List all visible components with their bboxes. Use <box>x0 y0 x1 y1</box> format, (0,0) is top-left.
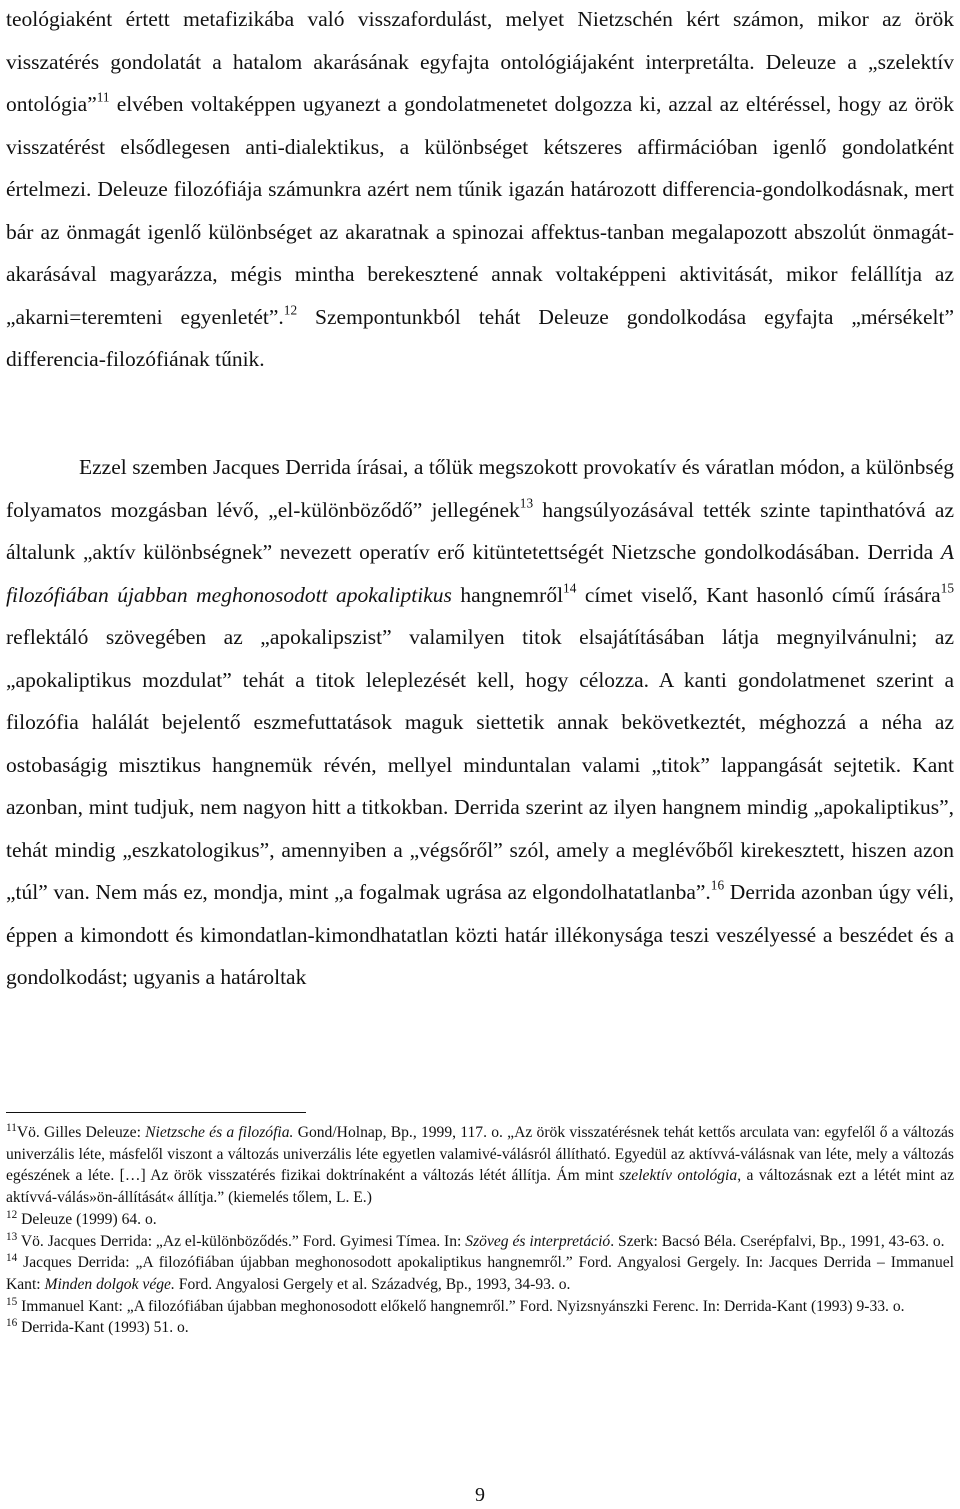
footnote-ref-15[interactable]: 15 <box>940 580 954 596</box>
text-run: hangnemről <box>451 582 564 607</box>
footnote-number: 13 <box>6 1230 18 1243</box>
text-run: hangsúlyozásával tették szinte tapinthatóvá az általunk „aktív különbségnek” nevezett operatív erő kitüntetettségét Nietzsche gondolkodásában. Derrida <box>6 497 955 564</box>
footnote-15 <box>6 1296 954 1318</box>
text-run: . Szerk: Bacsó Béla. Cserépfalvi, Bp., 1991, 43-63. o. <box>610 1232 945 1250</box>
footnote-number: 16 <box>6 1317 18 1330</box>
footnotes <box>6 1122 954 1339</box>
text-run: reflektáló szövegében az „apokalipszist” valamilyen titok elsajátításában látja megnyilvánulni; az „apokaliptikus mozdulat” tehát a titok leleplezését kell, hogy célozza. A kanti gondolatmenet szerint a filozófia halálát bejelentő eszmefuttatások maguk siettetik annak bekövetkeztét, méghozzá a néha az ostobaságig misztikus hangnemük révén, mellyel minduntalan valami „titok” lappangását sejtetik. Kant azonban, mint tudjuk, nem nagyon hitt a titkokban. Derrida szerint az ilyen hangnem mindig „apokaliptikus”, tehát mindig „eszkatologikus”, amennyiben a „végsőről” szól, amely a meglévőből kirekesztett, hiszen azon „túl” van. Nem más ez, mondja, mint „a fogalmak ugrása az elgondolhatatlanba”. <box>6 625 954 904</box>
footnote-16 <box>6 1317 954 1339</box>
text-run: Vö. Jacques Derrida: „Az el-különböződés.” Ford. Gyimesi Tímea. In: <box>17 1232 466 1250</box>
text-run: Derrida azonban úgy véli, éppen a kimondott és kimondatlan-kimondhatatlan közti határ illékonysága teszi veszélyessé a beszédet és a gondolkodást; ugyanis a határoltak <box>6 880 954 989</box>
footnote-ref-16[interactable]: 16 <box>710 877 725 893</box>
text-run: címet viselő, Kant hasonló című írására <box>576 582 941 607</box>
footnote-11 <box>6 1122 954 1209</box>
work-title: Szöveg és interpretáció <box>465 1232 611 1250</box>
text-run: Deleuze (1999) 64. o. <box>17 1210 157 1228</box>
page-number: 9 <box>475 1484 485 1506</box>
work-title: Nietzsche és a filozófia. <box>145 1124 294 1141</box>
footnote-ref-13[interactable]: 13 <box>519 495 534 511</box>
footnote-number: 12 <box>6 1208 18 1221</box>
text-run: Gond/Holnap, Bp., 1999, 117. o. „Az örök visszatérésnek tehát kettős arculata van: egyfelől ő a változás univerzális léte, másfelől viszont a változás univerzális léte egyetlen valamivé-válásról állítható. Egyedül az aktívvá-válásnak van léte, mely a változás egészének a léte. […] Az örök visszatérés fizikai doktrínaként a változás létét állítja. Ám mint <box>6 1124 954 1185</box>
text-run: , a változásnak ezt a létét mint az aktívvá-válás»ön-állítását« állítja.” (kiemelés tőlem, L. E.) <box>6 1167 954 1207</box>
footnote-separator <box>6 1112 306 1113</box>
body-paragraph-2 <box>6 446 954 999</box>
emphasis: szelektív ontológia <box>619 1167 738 1185</box>
footnote-12 <box>6 1209 954 1231</box>
body-paragraph-1 <box>6 0 954 381</box>
text-run: Jacques Derrida: „A filozófiában újabban meghonosodott apokaliptikus hangnemről.” Ford. Angyalosi Gergely. In: Jacques Derrida – Immanuel Kant: <box>6 1254 954 1293</box>
footnote-ref-12[interactable]: 12 <box>283 302 298 318</box>
text-run: Szempontunkból tehát Deleuze gondolkodása egyfajta „mérsékelt” differencia-filozófiának tűnik. <box>6 304 954 371</box>
text-run: Immanuel Kant: „A filozófiában újabban meghonosodott előkelő hangnemről.” Ford. Nyizsnyánszki Ferenc. In: Derrida-Kant (1993) 9-33. o. <box>17 1297 905 1315</box>
text-run: Derrida-Kant (1993) 51. o. <box>17 1319 189 1337</box>
footnote-13 <box>6 1231 954 1253</box>
footnote-ref-11[interactable]: 11 <box>96 89 110 105</box>
footnote-number: 14 <box>6 1252 18 1265</box>
text-run: elvében voltaképpen ugyanezt a gondolatmenetet dolgozza ki, azzal az eltéréssel, hogy az örök visszatérést elsődlegesen anti-dialektikus, a különbséget kétszeres affirmációban igenlő gondolatként értelmezi. Deleuze filozófiája számunkra azért nem tűnik igazán határozott differencia-gondolkodásnak, mert bár az önmagát igenlő különbséget az akaratnak a spinozai affektus-tanban megalapozott abszolút önmagát-akarásával magyarázza, mégis mintha berekesztené annak voltaképpeni aktivitását, mikor felállítja az „akarni=teremteni egyenletét”. <box>6 92 954 329</box>
text-run: teológiaként értett metafizikába való visszafordulást, melyet Nietzschén kért számon, mikor az örök visszatérés gondolatát a hatalom akarásának egyfajta ontológiájaként interpretálta. Deleuze a „szelektív ontológia” <box>6 7 954 116</box>
text-run: Vö. Gilles Deleuze: <box>16 1124 146 1141</box>
text-run: Ezzel szemben Jacques Derrida írásai, a tőlük megszokott provokatív és váratlan módon, a különbség folyamatos mozgásban lévő, „el-különböződő” jellegének <box>6 455 954 522</box>
footnote-number: 15 <box>6 1295 18 1308</box>
footnote-ref-14[interactable]: 14 <box>563 580 577 596</box>
work-title: Minden dolgok vége. <box>44 1275 175 1293</box>
text-run: Ford. Angyalosi Gergely et al. Századvég, Bp., 1993, 34-93. o. <box>174 1275 571 1293</box>
footnote-14 <box>6 1252 954 1295</box>
footnote-number: 11 <box>6 1121 17 1134</box>
work-title: A filozófiában újabban meghonosodott apokaliptikus <box>6 540 954 607</box>
